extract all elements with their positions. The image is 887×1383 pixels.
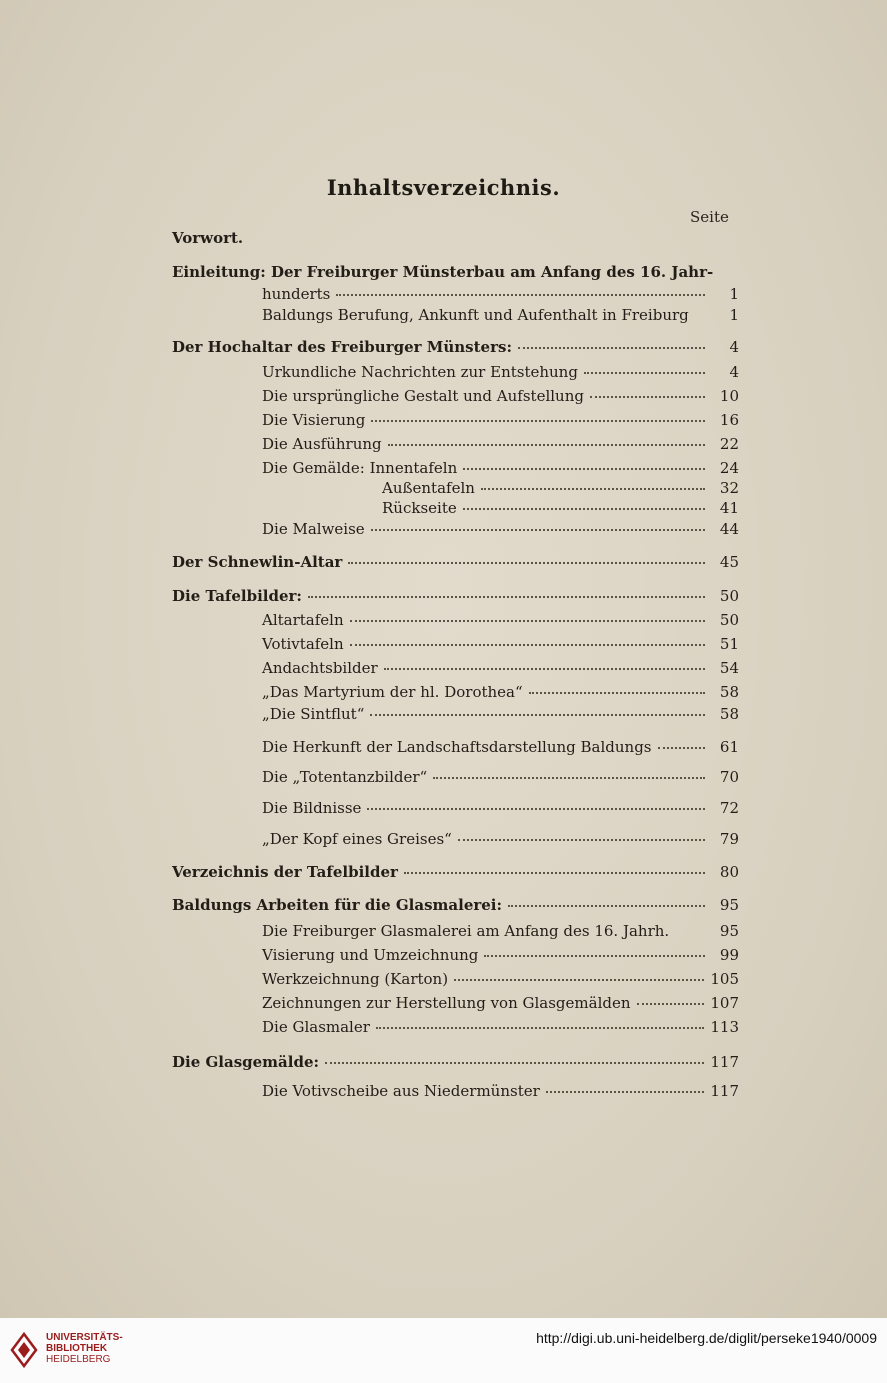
toc-entry [262,635,739,653]
logo-line-1: UNIVERSITÄTS- [46,1332,123,1343]
toc-entry [172,863,739,881]
toc-entry-page: 1 [729,306,739,324]
toc-entry-label: Die Glasmaler [262,1018,370,1036]
toc-entry-label: hunderts [262,285,331,303]
toc-entry-page: 61 [719,738,739,756]
toc-entry-label: Baldungs Berufung, Ankunft und Aufenthalt in Freiburg [262,306,689,324]
toc-entry-label: Einleitung: Der Freiburger Münsterbau am Anfang des 16. Jahr- [172,263,714,281]
dot-leader [463,468,705,470]
toc-entry-page: 4 [729,338,739,356]
toc-entry-page: 58 [719,683,739,701]
toc-entry-page: 72 [719,799,739,817]
dot-leader [384,668,705,670]
dot-leader [308,596,705,598]
toc-entry-page: 51 [719,635,739,653]
permalink-url[interactable]: http://digi.ub.uni-heidelberg.de/diglit/perseke1940/0009 [536,1330,877,1346]
toc-entry-label: Die Glasgemälde: [172,1053,320,1071]
university-library-logo-icon [10,1330,38,1370]
toc-entry-label: Die Ausführung [262,435,382,453]
toc-entry [382,479,739,497]
dot-leader [454,979,704,981]
dot-leader [350,644,705,646]
toc-entry-label: Die Visierung [262,411,366,429]
toc-entry-label: Außentafeln [382,479,475,497]
toc-entry-label: Die „Totentanzbilder“ [262,768,428,786]
toc-entry [262,285,739,303]
dot-leader [367,808,705,810]
toc-entry-page: 95 [719,922,739,940]
dot-leader [458,839,705,841]
toc-entry [262,922,739,940]
toc-entry [262,363,739,381]
dot-leader [371,529,705,531]
toc-entry-page: 105 [710,970,739,988]
toc-entry-label: Rückseite [382,499,457,517]
toc-entry-page: 70 [719,768,739,786]
toc-entry-label: Werkzeichnung (Karton) [262,970,449,988]
toc-entry-label: Baldungs Arbeiten für die Glasmalerei: [172,896,503,914]
toc-entry-label: „Der Kopf eines Greises“ [262,830,452,848]
toc-entry [262,830,739,848]
toc-entry-label: Der Schnewlin-Altar [172,553,343,571]
toc-entry-label: Vorwort. [172,229,244,247]
toc-entry-label: Andachtsbilder [262,659,378,677]
toc-entry-label: Verzeichnis der Tafelbilder [172,863,398,881]
toc-entry [172,229,739,247]
toc-entry-label: Die Malweise [262,520,365,538]
dot-leader [481,488,705,490]
toc-entry [262,799,739,817]
page-title: Inhaltsverzeichnis. [326,175,561,200]
toc-entry-page: 95 [719,896,739,914]
dot-leader [350,620,705,622]
toc-entry-label: Visierung und Umzeichnung [262,946,479,964]
toc-entry [262,520,739,538]
toc-entry-page: 117 [710,1082,739,1100]
dot-leader [463,508,705,510]
toc-entry [262,1018,739,1036]
toc-entry-label: Die Gemälde: Innentafeln [262,459,458,477]
toc-entry-page: 4 [729,363,739,381]
toc-entry-page: 1 [729,285,739,303]
dot-leader [336,294,705,296]
toc-entry-page: 24 [719,459,739,477]
toc-entry-label: Votivtafeln [262,635,344,653]
logo-line-2: BIBLIOTHEK [46,1343,108,1354]
toc-entry [262,946,739,964]
dot-leader [637,1003,705,1005]
toc-entry [262,994,739,1012]
toc-entry [262,459,739,477]
dot-leader [376,1027,704,1029]
toc-entry-label: Die Bildnisse [262,799,362,817]
toc-entry-label: Die Tafelbilder: [172,587,302,605]
toc-entry-label: Die Herkunft der Landschaftsdarstellung Baldungs [262,738,652,756]
toc-entry-label: Der Hochaltar des Freiburger Münsters: [172,338,512,356]
toc-entry-page: 107 [710,994,739,1012]
toc-entry-page: 22 [719,435,739,453]
toc-entry [172,553,739,571]
toc-entry [262,659,739,677]
toc-entry [262,970,739,988]
library-footer [0,1318,887,1383]
toc-entry [382,499,739,517]
toc-entry-page: 50 [719,587,739,605]
dot-leader [370,714,705,716]
toc-entry-page: 41 [719,499,739,517]
dot-leader [484,955,705,957]
toc-entry-page: 58 [719,705,739,723]
toc-entry-label: Zeichnungen zur Herstellung von Glasgemälden [262,994,631,1012]
dot-leader [388,444,705,446]
toc-entry-page: 79 [719,830,739,848]
dot-leader [371,420,705,422]
dot-leader [518,347,705,349]
toc-entry-label: „Das Martyrium der hl. Dorothea“ [262,683,523,701]
dot-leader [546,1091,705,1093]
toc-entry-page: 54 [719,659,739,677]
dot-leader [508,905,705,907]
dot-leader [658,747,705,749]
toc-entry [262,435,739,453]
toc-entry-page: 16 [719,411,739,429]
toc-entry [172,338,739,356]
dot-leader [348,562,705,564]
toc-entry-page: 44 [719,520,739,538]
toc-entry-page: 117 [710,1053,739,1071]
toc-entry [172,896,739,914]
logo-line-3: HEIDELBERG [46,1354,111,1365]
toc-entry-label: Die Votivscheibe aus Niedermünster [262,1082,540,1100]
toc-entry [262,411,739,429]
toc-entry [262,768,739,786]
toc-entry [262,387,739,405]
library-logo-text [46,1332,123,1365]
toc-entry-page: 113 [710,1018,739,1036]
toc-entry-label: Die Freiburger Glasmalerei am Anfang des 16. Jahrh. [262,922,670,940]
dot-leader [584,372,705,374]
toc-entry [262,705,739,723]
toc-entry [262,738,739,756]
dot-leader [433,777,705,779]
toc-entry-page: 32 [719,479,739,497]
toc-entry [262,683,739,701]
toc-entry-page: 10 [719,387,739,405]
toc-entry [262,611,739,629]
toc-entry [172,587,739,605]
toc-entry [262,306,739,324]
toc-entry-page: 80 [719,863,739,881]
dot-leader [325,1062,704,1064]
toc-entry-label: Die ursprüngliche Gestalt und Aufstellung [262,387,584,405]
dot-leader [529,692,705,694]
toc-entry-page: 50 [719,611,739,629]
toc-entry-label: Urkundliche Nachrichten zur Entstehung [262,363,578,381]
toc-entry [172,263,739,281]
toc-entry-label: Altartafeln [262,611,344,629]
toc-entry-page: 45 [719,553,739,571]
dot-leader [590,396,705,398]
toc-entry-page: 99 [719,946,739,964]
toc-entry [262,1082,739,1100]
toc-entry [172,1053,739,1071]
toc-entry-label: „Die Sintflut“ [262,705,365,723]
seite-column-header: Seite [690,208,729,226]
dot-leader [404,872,705,874]
